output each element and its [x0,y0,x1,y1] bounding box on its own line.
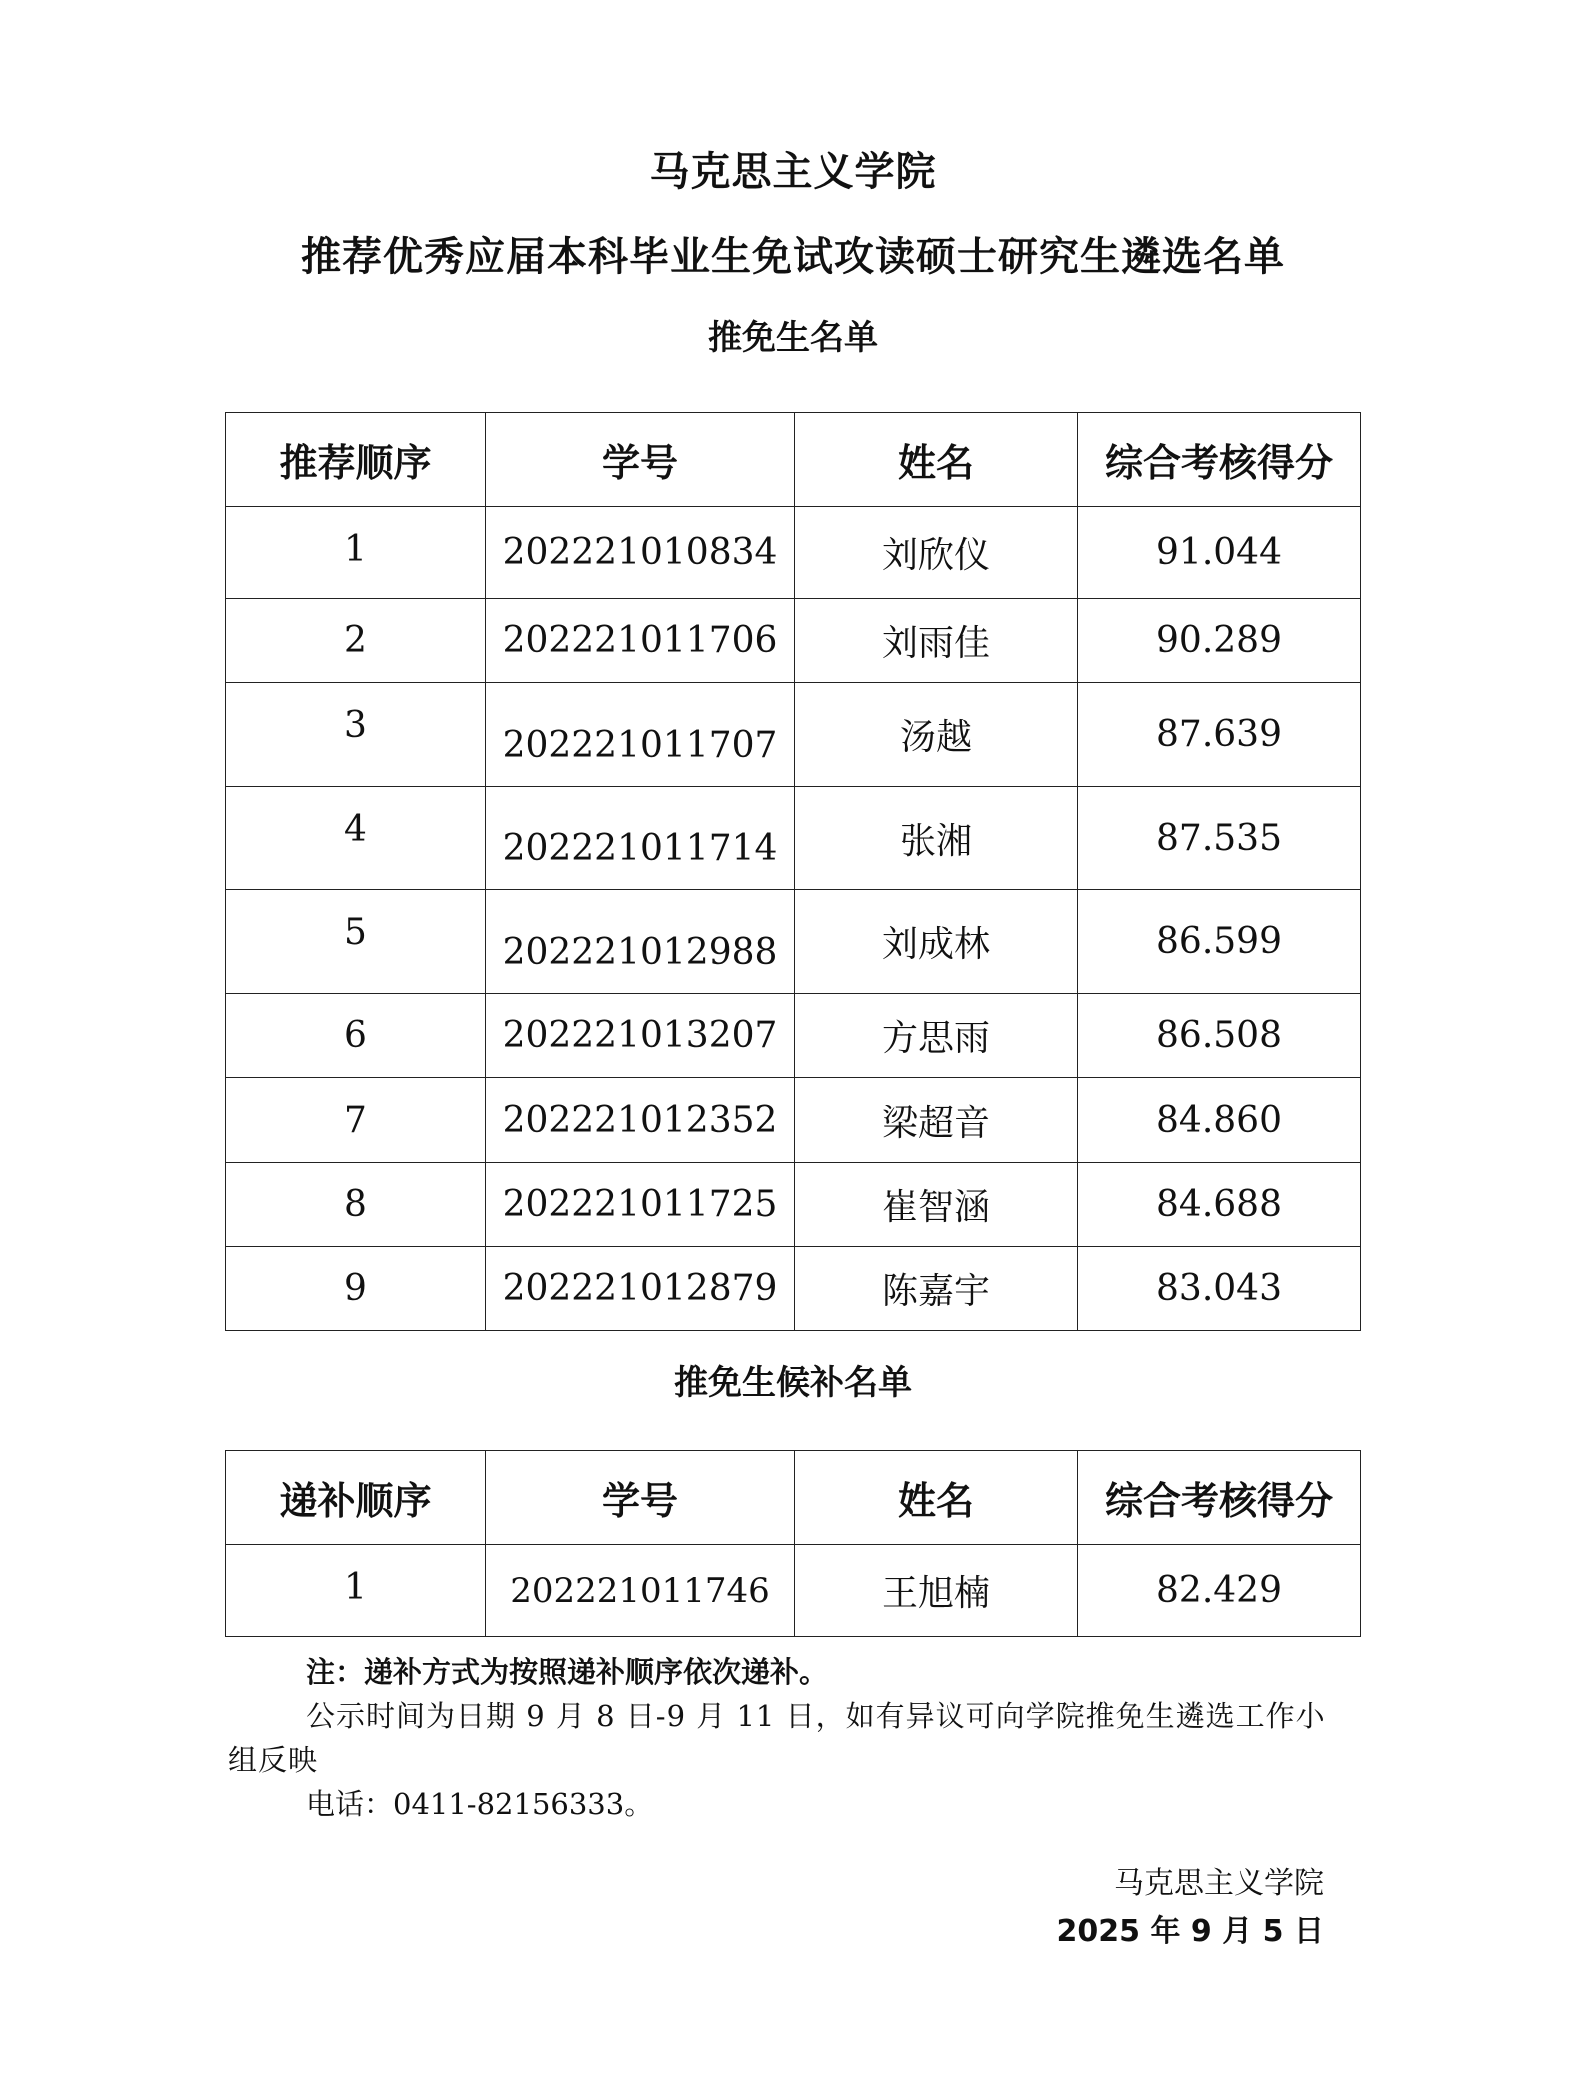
score-cell: 87.639 [1078,683,1361,787]
order-cell: 4 [226,787,486,890]
column-header-name: 姓名 [795,413,1078,507]
student-name-cell: 汤越 [795,683,1078,787]
student-name-cell: 陈嘉宇 [795,1247,1078,1331]
student-name-cell: 梁超音 [795,1078,1078,1163]
score-cell: 84.688 [1078,1163,1361,1247]
main-list-table [225,412,1361,1331]
alternate-list-title: 推免生候补名单 [674,1363,912,1403]
order-cell: 7 [226,1078,486,1163]
student-id-cell: 202221013207 [486,994,795,1078]
order-cell: 2 [226,599,486,683]
score-cell: 91.044 [1078,507,1361,599]
score-cell: 82.429 [1078,1545,1361,1637]
table-row [226,683,1361,787]
student-name-cell: 方思雨 [795,994,1078,1078]
table-row [226,787,1361,890]
order-cell: 1 [226,1545,486,1637]
column-header-name: 姓名 [795,1451,1078,1545]
publicity-text: 公示时间为日期 9 月 8 日-9 月 11 日，如有异议可向学院推免生遴选工作小组反映 [228,1699,1326,1777]
student-id-cell: 202221012352 [486,1078,795,1163]
student-name-cell: 张湘 [795,787,1078,890]
student-name-cell: 崔智涵 [795,1163,1078,1247]
column-header-id: 学号 [486,413,795,507]
table-row [226,1078,1361,1163]
notes-section [228,1650,1348,1826]
student-id-cell: 202221011746 [486,1545,795,1637]
table-header-row [226,413,1361,507]
table-row [226,1247,1361,1331]
order-cell: 9 [226,1247,486,1331]
score-cell: 90.289 [1078,599,1361,683]
column-header-order: 递补顺序 [226,1451,486,1545]
student-name-cell: 刘雨佳 [795,599,1078,683]
note-text: 注：递补方式为按照递补顺序依次递补。 [306,1655,829,1689]
student-name-cell: 刘欣仪 [795,507,1078,599]
student-id-cell: 202221011707 [486,683,795,787]
signature-org: 马克思主义学院 [1114,1866,1324,1901]
student-id-cell: 202221011706 [486,599,795,683]
order-cell: 6 [226,994,486,1078]
student-id-cell: 202221011725 [486,1163,795,1247]
table-row [226,890,1361,994]
order-cell: 3 [226,683,486,787]
phone-text: 电话：0411-82156333。 [306,1787,654,1821]
student-id-cell: 202221012988 [486,890,795,994]
table-row [226,1163,1361,1247]
main-list-title: 推免生名单 [708,318,878,358]
order-cell: 5 [226,890,486,994]
column-header-score: 综合考核得分 [1078,413,1361,507]
table-row [226,1545,1361,1637]
column-header-order: 推荐顺序 [226,413,486,507]
page-title: 马克思主义学院 [649,148,937,195]
student-id-cell: 202221012879 [486,1247,795,1331]
signature-date: 2025 年 9 月 5 日 [1056,1914,1324,1949]
signature-block [1057,1860,1324,1956]
table-row [226,599,1361,683]
score-cell: 84.860 [1078,1078,1361,1163]
score-cell: 86.599 [1078,890,1361,994]
score-cell: 86.508 [1078,994,1361,1078]
column-header-score: 综合考核得分 [1078,1451,1361,1545]
alternate-list-table [225,1450,1361,1637]
table-row [226,507,1361,599]
table-header-row [226,1451,1361,1545]
column-header-id: 学号 [486,1451,795,1545]
order-cell: 1 [226,507,486,599]
table-row [226,994,1361,1078]
student-name-cell: 王旭楠 [795,1545,1078,1637]
page-subtitle: 推荐优秀应届本科毕业生免试攻读硕士研究生遴选名单 [301,233,1285,280]
student-id-cell: 202221010834 [486,507,795,599]
order-cell: 8 [226,1163,486,1247]
score-cell: 87.535 [1078,787,1361,890]
student-id-cell: 202221011714 [486,787,795,890]
student-name-cell: 刘成林 [795,890,1078,994]
score-cell: 83.043 [1078,1247,1361,1331]
